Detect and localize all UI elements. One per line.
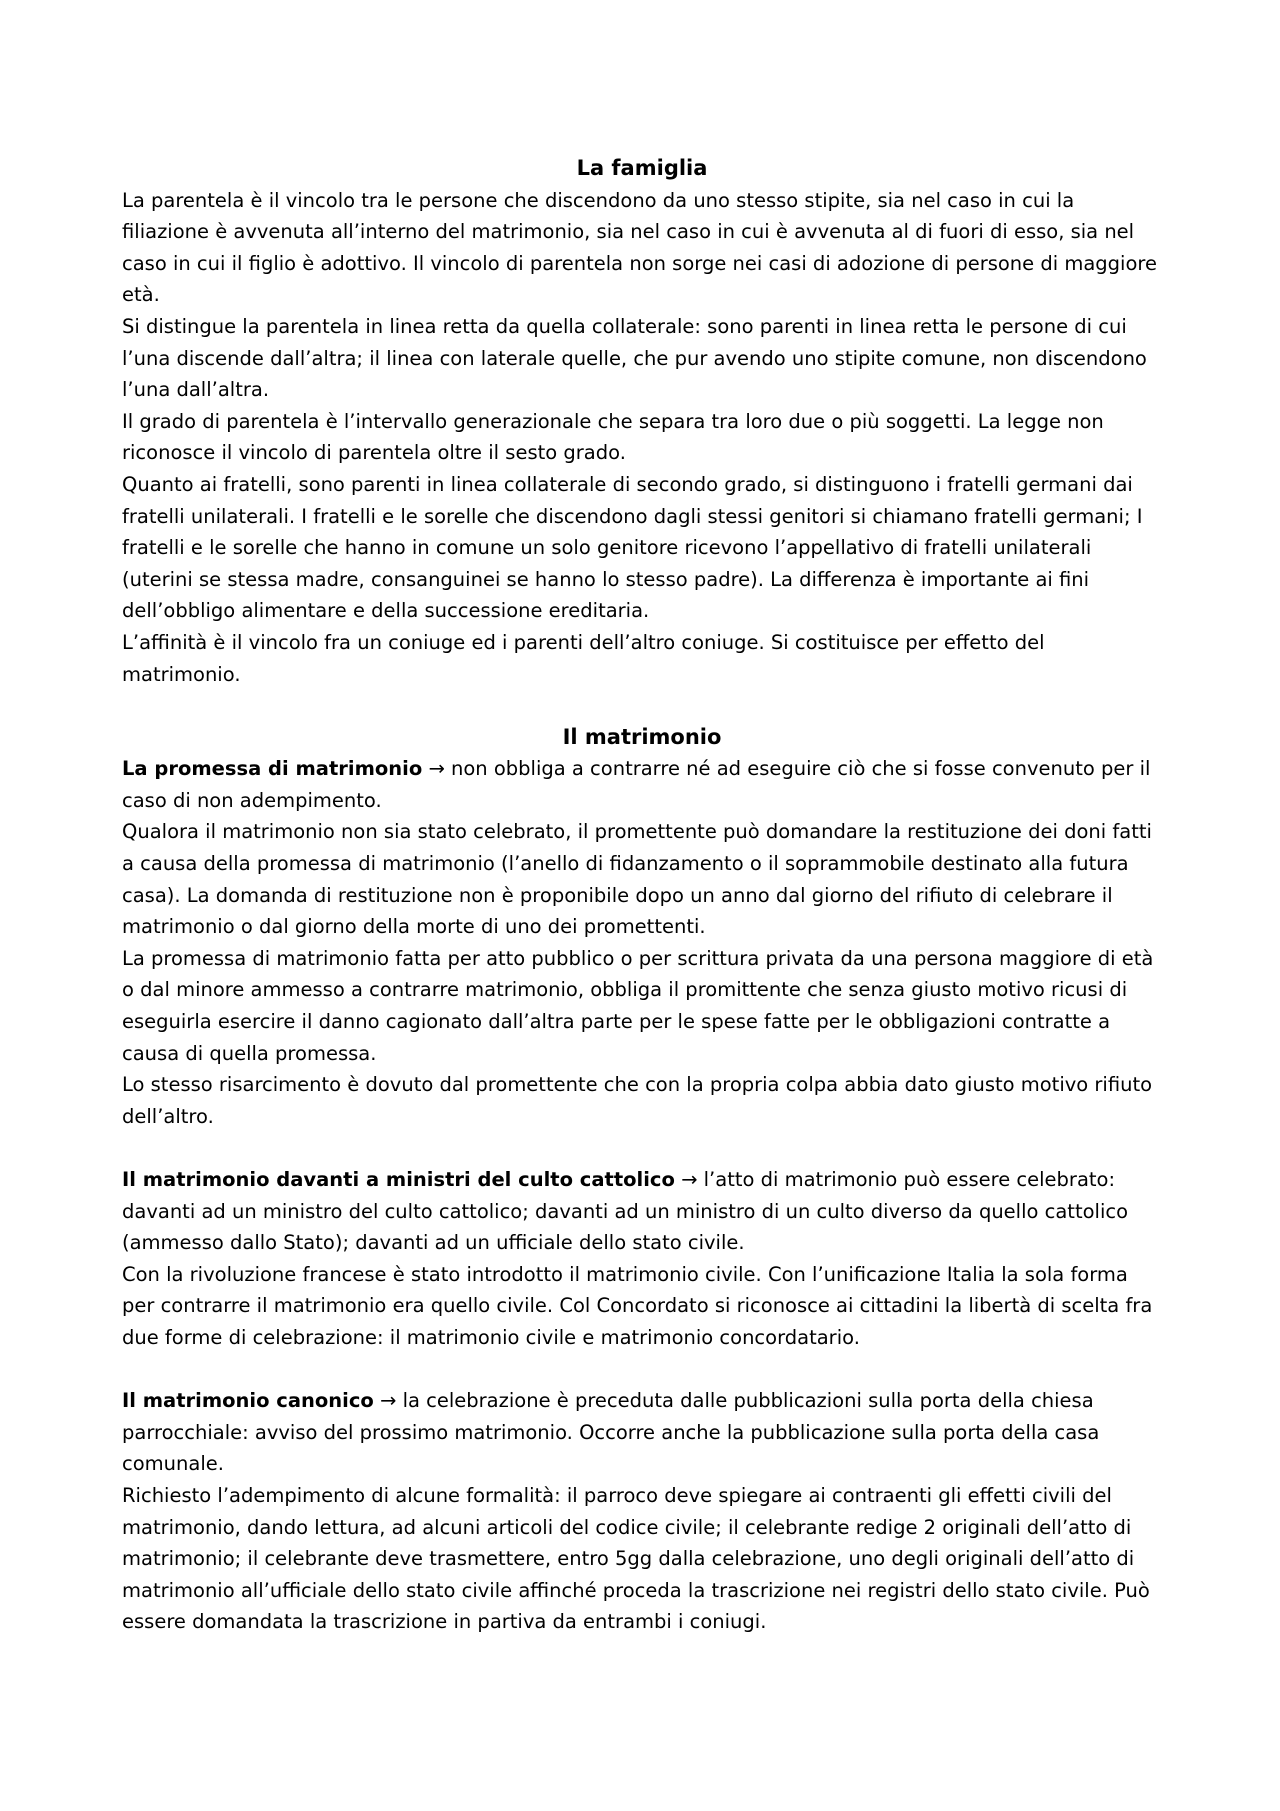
paragraph: Con la rivoluzione francese è stato introdotto il matrimonio civile. Con l’unificazione Italia la sola forma per contrarre il matrimonio era quello civile. Col Concordato si riconosce ai cittadini la libertà di scelta fra due forme di celebrazione: il matrimonio civile e matrimonio concordatario. <box>122 1262 1153 1349</box>
paragraph: Richiesto l’adempimento di alcune formalità: il parroco deve spiegare ai contraenti gli effetti civili del matrimonio, dando lettura, ad alcuni articoli del codice civile; il celebrante redige 2 originali dell’atto di matrimonio; il celebrante deve trasmettere, entro 5gg dalla celebrazione, uno degli originali dell’atto di matrimonio all’ufficiale dello stato civile affinché proceda la trascrizione nei registri dello stato civile. Può essere domandata la trascrizione in partiva da entrambi i coniugi. <box>122 1483 1150 1634</box>
document-page <box>122 153 1162 1638</box>
lead-term: Il matrimonio davanti a ministri del culto cattolico <box>122 1168 675 1191</box>
arrow-right-icon: → <box>681 1168 698 1191</box>
paragraph: Si distingue la parentela in linea retta da quella collaterale: sono parenti in linea retta le persone di cui l’una discende dall’altra; il linea con laterale quelle, che pur avendo uno stipite comune, non discendono l’una dall’altra. <box>122 314 1147 402</box>
paragraph-cattolico <box>122 1164 1162 1259</box>
paragraph: La parentela è il vincolo tra le persone che discendono da uno stesso stipite, sia nel caso in cui la filiazione è avvenuta all’interno del matrimonio, sia nel caso in cui è avvenuta al di fuori di esso, sia nel caso in cui il figlio è adottivo. Il vincolo di parentela non sorge nei casi di adozione di persone di maggiore età. <box>122 188 1157 307</box>
paragraph: Il grado di parentela è l’intervallo generazionale che separa tra loro due o più soggetti. La legge non riconosce il vincolo di parentela oltre il sesto grado. <box>122 409 1104 465</box>
arrow-right-icon: → <box>428 757 445 781</box>
paragraph-promessa <box>122 753 1162 816</box>
lead-term: Il matrimonio canonico <box>122 1389 374 1413</box>
arrow-right-icon: → <box>380 1389 397 1413</box>
paragraph: Lo stesso risarcimento è dovuto dal promettente che con la propria colpa abbia dato giusto motivo rifiuto dell’altro. <box>122 1073 1153 1128</box>
spacer <box>122 690 1162 722</box>
paragraph-canonico <box>122 1385 1162 1480</box>
spacer <box>122 1132 1162 1164</box>
paragraph: Quanto ai fratelli, sono parenti in linea collaterale di secondo grado, si distinguono i fratelli germani dai fratelli unilaterali. I fratelli e le sorelle che discendono dagli stessi genitori si chiamano fratelli germani; I fratelli e le sorelle che hanno in comune un solo genitore ricevono l’appellativo di fratelli unilaterali (uterini se stessa madre, consanguinei se hanno lo stesso padre). La differenza è importante ai fini dell’obbligo alimentare e della successione ereditaria. <box>122 472 1143 623</box>
paragraph-text: l’atto di matrimonio può essere celebrato: davanti ad un ministro del culto cattolico; davanti ad un ministro di un culto diverso da quello cattolico (ammesso dallo Stato); davanti ad un ufficiale dello stato civile. <box>122 1168 1129 1255</box>
paragraph-text: la celebrazione è preceduta dalle pubblicazioni sulla porta della chiesa parrocchiale: avviso del prossimo matrimonio. Occorre anche la pubblicazione sulla porta della casa comunale. <box>122 1389 1100 1476</box>
section-title-famiglia: La famiglia <box>576 156 708 180</box>
paragraph: La promessa di matrimonio fatta per atto pubblico o per scrittura privata da una persona maggiore di età o dal minore ammesso a contrarre matrimonio, obbliga il promittente che senza giusto motivo ricusi di eseguirla esercire il danno cagionato dall’altra parte per le spese fatte per le obbligazioni contratte a causa di quella promessa. <box>122 946 1154 1065</box>
paragraph: L’affinità è il vincolo fra un coniuge ed i parenti dell’altro coniuge. Si costituisce per effetto del matrimonio. <box>122 630 1045 686</box>
spacer <box>122 1354 1162 1386</box>
section-title-matrimonio: Il matrimonio <box>562 724 722 749</box>
paragraph: Qualora il matrimonio non sia stato celebrato, il promettente può domandare la restituzione dei doni fatti a causa della promessa di matrimonio (l’anello di fidanzamento o il soprammobile destinato alla futura casa). La domanda di restituzione non è proponibile dopo un anno dal giorno del rifiuto di celebrare il matrimonio o dal giorno della morte di uno dei promettenti. <box>122 820 1152 939</box>
paragraph-text: non obbliga a contrarre né ad eseguire ciò che si fosse convenuto per il caso di non adempimento. <box>122 757 1151 812</box>
lead-term: La promessa di matrimonio <box>122 757 423 781</box>
